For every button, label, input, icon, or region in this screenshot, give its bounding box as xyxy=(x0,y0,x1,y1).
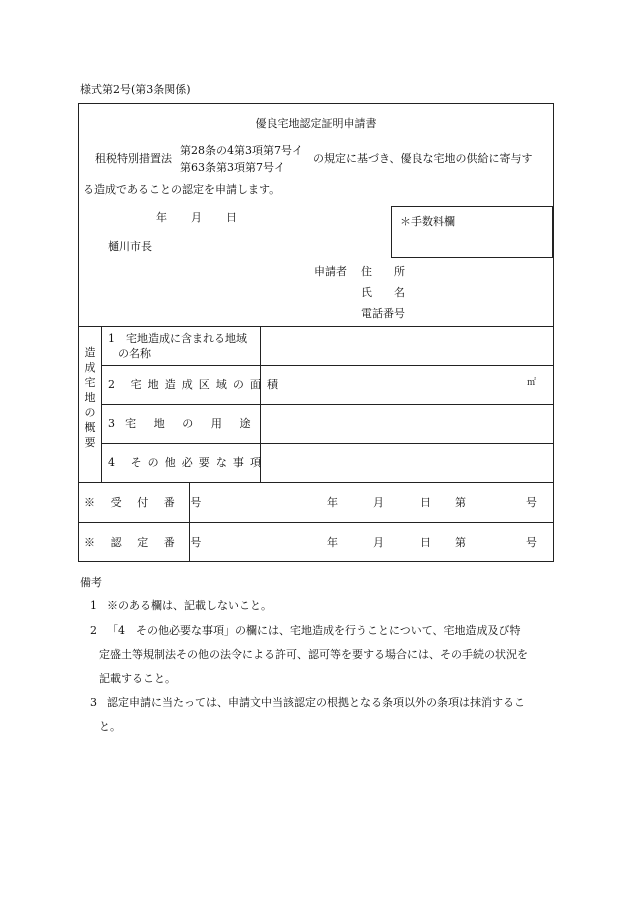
area-unit: ㎡ xyxy=(527,378,537,388)
summary-side-char: 宅 xyxy=(84,376,96,389)
note-3-line-1: 認定申請に当たっては、申請文中当該認定の根拠となる条項以外の条項は抹消するこ xyxy=(107,696,525,709)
summary-row-other-label: 4 その他必要な事項 xyxy=(108,456,267,469)
summary-row-land-use-label: 3 宅 地 の 用 途 xyxy=(108,417,254,430)
divider-summary-row-3 xyxy=(101,443,554,444)
summary-row-area-name-label-1: 1 宅地造成に含まれる地域 xyxy=(108,332,247,345)
receipt-month: 月 xyxy=(373,496,384,509)
summary-side-label xyxy=(83,345,97,450)
divider-number-value xyxy=(189,482,190,562)
divider-summary-row-2 xyxy=(101,404,554,405)
date-month-label: 月 xyxy=(191,211,202,224)
intro-text-line-1: の規定に基づき、優良な宅地の供給に寄与す xyxy=(313,152,533,165)
applicant-label: 申請者 xyxy=(314,265,347,278)
cert-month: 月 xyxy=(373,536,384,549)
note-2-number: 2 xyxy=(90,624,97,637)
summary-side-char: 要 xyxy=(84,436,96,449)
notes-heading: 備考 xyxy=(80,576,102,589)
addressee: 樋川市長 xyxy=(108,240,152,253)
note-1-number: 1 xyxy=(90,599,97,612)
divider-cert-top xyxy=(78,522,554,523)
note-1-line-1: ※のある欄は、記載しないこと。 xyxy=(107,599,272,612)
cert-day: 日 xyxy=(420,536,431,549)
fee-box xyxy=(391,206,553,258)
divider-receipt-top xyxy=(78,482,554,483)
cert-year: 年 xyxy=(327,536,338,549)
summary-side-char: 概 xyxy=(84,421,96,434)
cert-dai: 第 xyxy=(455,536,466,549)
receipt-day: 日 xyxy=(420,496,431,509)
summary-side-char: 造 xyxy=(84,346,96,359)
date-year-label: 年 xyxy=(156,211,167,224)
applicant-name-label: 氏 名 xyxy=(361,286,405,299)
note-3-line-2: と。 xyxy=(99,720,121,733)
fee-box-label: ＊手数料欄 xyxy=(400,215,455,228)
receipt-go: 号 xyxy=(526,496,537,509)
divider-summary-row-1 xyxy=(101,365,554,366)
form-title: 優良宅地認定証明申請書 xyxy=(255,117,377,130)
summary-side-char: 成 xyxy=(84,361,96,374)
note-2-line-1: 「4 その他必要な事項」の欄には、宅地造成を行うことについて、宅地造成及び特 xyxy=(107,624,521,637)
intro-law-name: 租税特別措置法 xyxy=(95,152,172,165)
receipt-year: 年 xyxy=(327,496,338,509)
applicant-address-label: 住 所 xyxy=(361,265,405,278)
cert-go: 号 xyxy=(526,536,537,549)
summary-row-area-size-label: 2 宅地造成区域の面積 xyxy=(108,378,285,391)
intro-clause-2: 第63条第3項第7号イ xyxy=(180,161,285,174)
note-3-number: 3 xyxy=(90,696,97,709)
intro-clause-1: 第28条の4第3項第7号イ xyxy=(180,144,303,157)
note-2-line-3: 記載すること。 xyxy=(99,672,176,685)
date-day-label: 日 xyxy=(226,211,237,224)
summary-side-char: 地 xyxy=(84,391,96,404)
summary-row-area-name-label-2: の名称 xyxy=(118,347,151,360)
divider-summary-top xyxy=(78,326,554,327)
cert-number-label: ※ 認 定 番 号 xyxy=(84,536,208,549)
applicant-phone-label: 電話番号 xyxy=(361,307,405,320)
form-number: 様式第2号(第3条関係) xyxy=(80,83,191,96)
note-2-line-2: 定盛土等規制法その他の法令による許可、認可等を要する場合には、その手続の状況を xyxy=(99,648,528,661)
summary-side-char: の xyxy=(84,406,96,419)
receipt-number-label: ※ 受 付 番 号 xyxy=(84,496,208,509)
intro-text-line-2: る造成であることの認定を申請します。 xyxy=(83,183,281,196)
receipt-dai: 第 xyxy=(455,496,466,509)
